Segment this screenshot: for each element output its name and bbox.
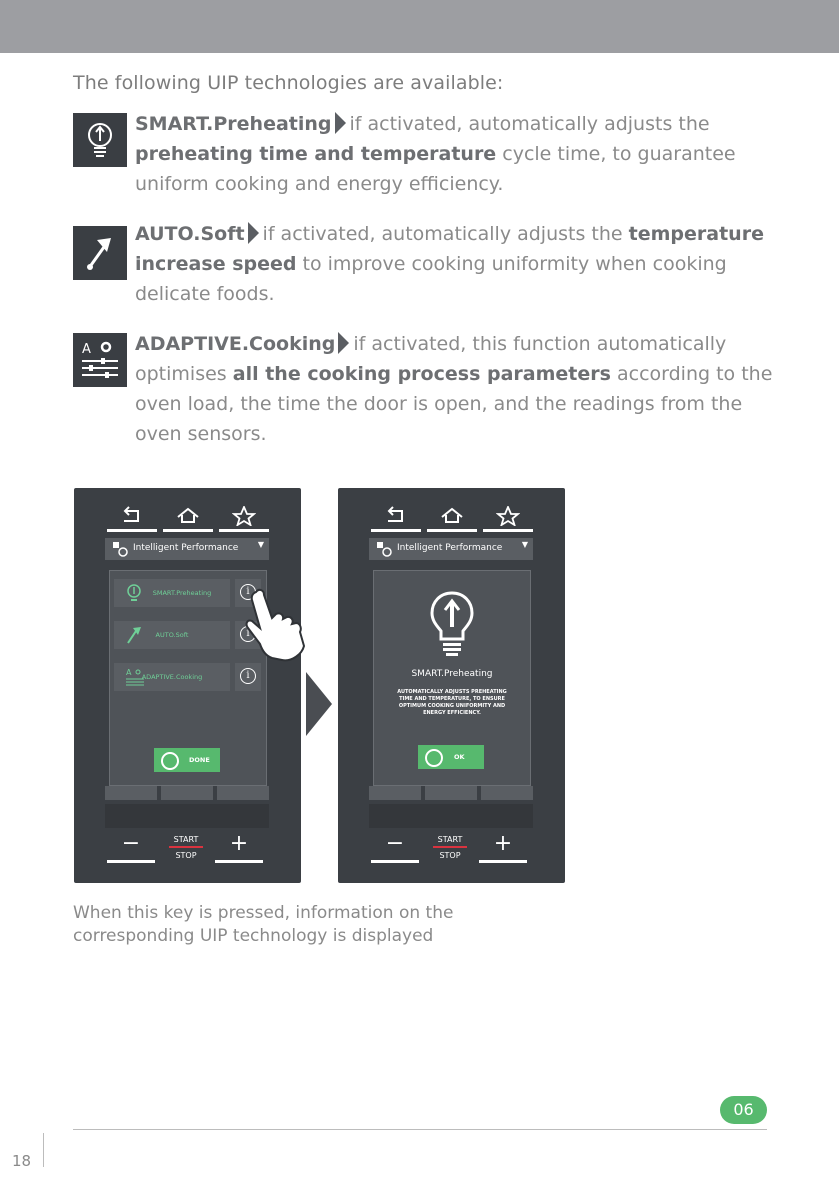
underline [107,860,155,863]
minus-button[interactable]: − [107,831,155,863]
info-icon: i [240,584,256,600]
back-button[interactable] [371,502,421,532]
footer-divider [73,1129,767,1130]
flag-icon [73,226,127,280]
screen-header-label: Intelligent Performance [133,543,239,553]
oven-screen-info [338,488,565,883]
bulb-thermometer-icon [73,113,127,167]
arrow-icon [335,112,346,134]
info-icon: i [240,626,256,642]
info-button-adaptive-cooking[interactable] [235,663,261,691]
oven-screen-list [74,488,301,883]
figure-caption: When this key is pressed, information on the corresponding UIP technology is displayed [73,903,454,946]
plus-button[interactable]: + [215,831,263,863]
minus-button[interactable]: − [371,831,419,863]
back-icon [384,506,408,526]
feature-text [135,329,775,449]
home-button[interactable] [427,502,477,532]
favorite-button[interactable] [483,502,533,532]
start-stop-button[interactable] [429,835,471,860]
status-strip [369,804,533,828]
favorite-button[interactable] [219,502,269,532]
feature-text-bold: all the cooking process parameters [232,363,611,385]
feature-text-post: to improve cooking uniformity when cooking delicate foods. [135,253,727,305]
list-item-label: ADAPTIVE.Cooking [141,673,203,681]
control-row [369,831,533,871]
page-number-divider [43,1133,44,1167]
star-icon [496,506,520,526]
underline [371,860,419,863]
tab-smart-preheating[interactable] [105,786,157,800]
detail-description: AUTOMATICALLY ADJUSTS PREHEATING TIME AND TEMPERATURE, TO ENSURE OPTIMUM COOKING UNIFORMITY AND ENERGY EFFICIENCY. [397,689,507,716]
list-item-auto-soft[interactable] [114,621,230,649]
tab-adaptive-cooking[interactable] [217,786,269,800]
start-label: START [173,835,199,844]
back-button[interactable] [107,502,157,532]
ok-label: OK [454,753,465,761]
start-stop-button[interactable] [165,835,207,860]
underline [371,529,421,532]
intro-text: The following UIP technologies are available: [73,72,504,94]
start-underline [169,846,203,848]
arrow-icon [338,332,349,354]
transition-arrow-icon [306,672,332,736]
check-icon [425,749,443,767]
back-icon [120,506,144,526]
bulb-thermometer-icon [428,589,476,659]
home-icon [176,506,200,526]
wifi-icon: ▼ [257,540,264,549]
arrow-icon [248,222,259,244]
screen-header [369,538,533,560]
technology-detail [373,570,531,786]
underline [163,529,213,532]
done-label: DONE [189,756,210,764]
list-item-adaptive-cooking[interactable] [114,663,230,691]
start-underline [433,846,467,848]
feature-text-bold: preheating time and temperature [135,143,497,165]
list-item-smart-preheating[interactable] [114,579,230,607]
svg-text:A: A [82,342,91,357]
detail-title: SMART.Preheating [411,669,493,679]
home-icon [440,506,464,526]
underline [427,529,477,532]
feature-name: ADAPTIVE.Cooking [135,333,336,355]
feature-text-pre: if activated, automatically adjusts the [262,223,623,245]
star-icon [232,506,256,526]
status-strip [105,804,269,828]
list-item-label: SMART.Preheating [152,589,212,597]
screen-header-label: Intelligent Performance [397,543,503,553]
underline [107,529,157,532]
start-label: START [437,835,463,844]
pointing-hand-icon [242,588,314,664]
tab-bar [369,786,533,802]
svg-text:A: A [126,668,132,677]
feature-text-post: according to the oven load, the time the door is open, and the readings from the oven sensors. [135,363,773,445]
stop-label: STOP [175,851,197,860]
chef-icon [111,540,131,558]
sliders-icon [73,333,127,387]
top-header-bar [0,0,839,53]
info-icon: i [240,668,256,684]
home-button[interactable] [163,502,213,532]
underline [479,860,527,863]
underline [219,529,269,532]
nav-row [107,502,269,532]
underline [483,529,533,532]
check-icon [161,752,179,770]
tab-auto-soft[interactable] [161,786,213,800]
feature-text [135,219,775,309]
feature-name: AUTO.Soft [135,223,245,245]
stop-label: STOP [439,851,461,860]
feature-text-bold: temperature increase speed [135,223,764,275]
chef-icon [375,540,395,558]
nav-row [371,502,533,532]
feature-text-post: cycle time, to guarantee uniform cooking and energy efficiency. [135,143,736,195]
tab-adaptive-cooking[interactable] [481,786,533,800]
tab-smart-preheating[interactable] [369,786,421,800]
page-number: 18 [12,1152,32,1170]
wifi-icon: ▼ [521,540,528,549]
feature-text-pre: if activated, this function automatically optimises [135,333,727,385]
chapter-badge: 06 [720,1096,767,1124]
feature-text [135,109,775,199]
done-button[interactable] [154,748,220,772]
control-row [105,831,269,871]
ok-button[interactable] [418,745,484,769]
screen-header [105,538,269,560]
feature-name: SMART.Preheating [135,113,332,135]
underline [215,860,263,863]
feature-text-pre: if activated, automatically adjusts the [349,113,710,135]
list-item-label: AUTO.Soft [155,631,189,639]
tab-bar [105,786,269,802]
plus-button[interactable]: + [479,831,527,863]
tab-auto-soft[interactable] [425,786,477,800]
